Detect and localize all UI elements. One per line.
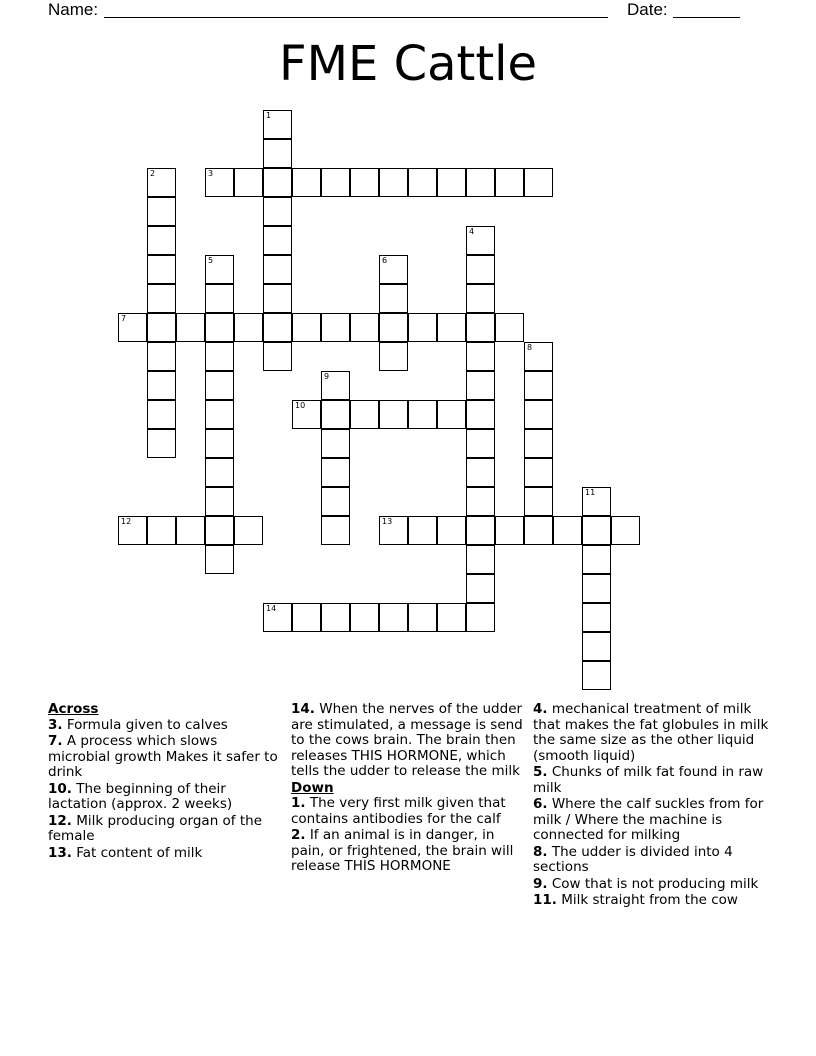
crossword-cell[interactable] [495,516,524,545]
date-label: Date: [627,0,668,19]
crossword-cell[interactable] [466,516,495,545]
crossword-cell[interactable] [321,487,350,516]
cell-number: 3 [208,169,214,178]
crossword-cell[interactable] [321,516,350,545]
crossword-cell[interactable] [466,574,495,603]
crossword-cell[interactable] [234,516,263,545]
cell-number: 6 [382,256,388,265]
clues-column-2 [291,702,527,876]
across-heading: Across [48,701,99,717]
crossword-cell[interactable] [466,458,495,487]
clue-number: 8. [533,843,548,860]
cell-number: 1 [266,111,272,120]
clue-down-2 [291,828,527,875]
crossword-cell[interactable] [437,313,466,342]
clue-number: 5. [533,764,548,780]
crossword-cell[interactable] [582,545,611,574]
crossword-cell[interactable] [176,313,205,342]
crossword-cell[interactable] [437,516,466,545]
crossword-cell[interactable] [147,400,176,429]
crossword-cell[interactable] [263,110,292,139]
crossword-cell[interactable] [234,313,263,342]
crossword-cell[interactable] [147,197,176,226]
clue-number: 10. [48,780,72,797]
clue-across-7 [48,734,280,781]
clue-number: 2. [291,827,306,843]
clue-number: 1. [291,795,306,811]
clue-number: 12. [48,812,72,829]
crossword-cell[interactable] [176,516,205,545]
crossword-cell[interactable] [147,168,176,197]
clue-down-1 [291,796,527,827]
crossword-cell[interactable] [205,458,234,487]
cell-number: 12 [121,517,132,526]
clues-column-1 [48,702,280,862]
crossword-cell[interactable] [321,313,350,342]
crossword-cell[interactable] [582,516,611,545]
crossword-cell[interactable] [524,516,553,545]
clue-down-4 [533,702,773,764]
crossword-cell[interactable] [379,284,408,313]
crossword-cell[interactable] [292,603,321,632]
crossword-cell[interactable] [466,429,495,458]
crossword-cell[interactable] [582,603,611,632]
crossword-cell[interactable] [147,342,176,371]
crossword-cell[interactable] [466,313,495,342]
crossword-cell[interactable] [379,255,408,284]
crossword-cell[interactable] [263,139,292,168]
crossword-cell[interactable] [350,313,379,342]
crossword-cell[interactable] [408,603,437,632]
crossword-cell[interactable] [437,400,466,429]
crossword-cell[interactable] [466,284,495,313]
clue-text: Milk producing organ of the female [48,812,262,844]
crossword-cell[interactable] [147,255,176,284]
clue-across-10 [48,782,280,813]
crossword-cell[interactable] [118,313,147,342]
cell-number: 14 [266,604,277,613]
clue-number: 14. [291,701,315,717]
crossword-cell[interactable] [205,284,234,313]
crossword-cell[interactable] [437,168,466,197]
crossword-cell[interactable] [321,603,350,632]
clue-text: Cow that is not producing milk [551,875,759,892]
crossword-cell[interactable] [495,313,524,342]
crossword-cell[interactable] [350,168,379,197]
crossword-cell[interactable] [292,168,321,197]
crossword-cell[interactable] [379,603,408,632]
crossword-cell[interactable] [147,284,176,313]
crossword-cell[interactable] [263,255,292,284]
crossword-cell[interactable] [263,168,292,197]
crossword-cell[interactable] [263,313,292,342]
crossword-cell[interactable] [205,516,234,545]
crossword-cell[interactable] [495,168,524,197]
crossword-cell[interactable] [263,226,292,255]
crossword-cell[interactable] [466,400,495,429]
clue-down-5 [533,765,773,796]
crossword-cell[interactable] [321,400,350,429]
cell-number: 9 [324,372,330,381]
crossword-cell[interactable] [466,168,495,197]
crossword-cell[interactable] [205,313,234,342]
cell-number: 5 [208,256,214,265]
crossword-cell[interactable] [263,284,292,313]
clue-across-3 [48,718,280,734]
crossword-cell[interactable] [205,487,234,516]
crossword-cell[interactable] [466,371,495,400]
clue-down-11 [533,893,773,909]
crossword-cell[interactable] [466,603,495,632]
crossword-cell[interactable] [437,603,466,632]
clue-text: A process which slows microbial growth Makes it safer to drink [48,733,278,780]
crossword-cell[interactable] [147,226,176,255]
crossword-cell[interactable] [205,168,234,197]
crossword-cell[interactable] [466,226,495,255]
cell-number: 13 [382,517,393,526]
clue-text: If an animal is in danger, in pain, or frightened, the brain will release THIS HORMONE [291,827,514,874]
crossword-cell[interactable] [205,429,234,458]
clue-number: 3. [48,716,63,733]
clue-text: Formula given to calves [66,716,228,733]
clue-text: Milk straight from the cow [561,892,738,908]
crossword-cell[interactable] [466,545,495,574]
crossword-cell[interactable] [205,400,234,429]
crossword-cell[interactable] [466,487,495,516]
crossword-cell[interactable] [553,516,582,545]
clue-down-9 [533,877,773,893]
crossword-cell[interactable] [466,342,495,371]
clue-number: 4. [533,701,548,717]
crossword-cell[interactable] [321,168,350,197]
clue-down-6 [533,797,773,844]
cell-number: 11 [585,488,596,497]
crossword-cell[interactable] [408,313,437,342]
crossword-cell[interactable] [263,342,292,371]
cell-number: 2 [150,169,156,178]
crossword-cell[interactable] [466,255,495,284]
clue-text: Chunks of milk fat found in raw milk [533,764,764,796]
crossword-cell[interactable] [408,516,437,545]
clue-text: Where the calf suckles from for milk / Where the machine is connected for milking [533,796,764,843]
crossword-cell[interactable] [263,603,292,632]
crossword-cell[interactable] [408,400,437,429]
crossword-cell[interactable] [321,371,350,400]
crossword-cell[interactable] [524,458,553,487]
cell-number: 10 [295,401,306,410]
crossword-cell[interactable] [147,313,176,342]
crossword-cell[interactable] [205,545,234,574]
clue-number: 6. [533,796,548,812]
crossword-cell[interactable] [205,371,234,400]
clue-number: 7. [48,733,63,749]
crossword-cell[interactable] [379,342,408,371]
crossword-cell[interactable] [582,632,611,661]
crossword-cell[interactable] [582,661,611,690]
crossword-cell[interactable] [524,429,553,458]
crossword-cell[interactable] [408,168,437,197]
crossword-cell[interactable] [379,168,408,197]
crossword-cell[interactable] [524,371,553,400]
crossword-cell[interactable] [524,400,553,429]
crossword-cell[interactable] [321,458,350,487]
crossword-cell[interactable] [321,429,350,458]
crossword-cell[interactable] [292,313,321,342]
cell-number: 7 [121,314,127,323]
clue-number: 13. [48,844,72,861]
clue-text: When the nerves of the udder are stimulated, a message is send to the cows brain. The brain then releases THIS HORMONE, which tells the udder to release the milk [291,701,523,779]
clue-down-8 [533,845,773,876]
crossword-cell[interactable] [147,516,176,545]
clue-text: Fat content of milk [76,844,203,861]
crossword-cell[interactable] [234,168,263,197]
clue-text: The beginning of their lactation (approx. 2 weeks) [48,780,233,812]
crossword-cell[interactable] [147,371,176,400]
clue-number: 11. [533,892,557,908]
cell-number: 4 [469,227,475,236]
crossword-cell[interactable] [524,342,553,371]
crossword-cell[interactable] [582,574,611,603]
crossword-cell[interactable] [350,400,379,429]
clue-across-13 [48,846,280,862]
clue-text: mechanical treatment of milk that makes the fat globules in milk the same size as the other liquid (smooth liquid) [533,701,769,764]
clue-text: The udder is divided into 4 sections [533,843,733,875]
down-heading: Down [291,779,334,796]
crossword-cell[interactable] [379,400,408,429]
clue-across-12 [48,814,280,845]
page-title: FME Cattle [278,36,538,92]
crossword-cell[interactable] [611,516,640,545]
crossword-cell[interactable] [524,168,553,197]
clue-number: 9. [533,875,548,892]
clues-column-3 [533,702,773,910]
clue-across-14 [291,702,527,780]
crossword-cell[interactable] [205,342,234,371]
crossword-cell[interactable] [350,603,379,632]
crossword-cell[interactable] [582,487,611,516]
crossword-cell[interactable] [147,429,176,458]
cell-number: 8 [527,343,533,352]
name-label: Name: [48,0,99,19]
crossword-cell[interactable] [292,400,321,429]
crossword-cell[interactable] [379,516,408,545]
crossword-cell[interactable] [379,313,408,342]
crossword-cell[interactable] [524,487,553,516]
crossword-cell[interactable] [118,516,147,545]
crossword-cell[interactable] [205,255,234,284]
crossword-cell[interactable] [263,197,292,226]
clue-text: The very first milk given that contains antibodies for the calf [291,795,506,827]
